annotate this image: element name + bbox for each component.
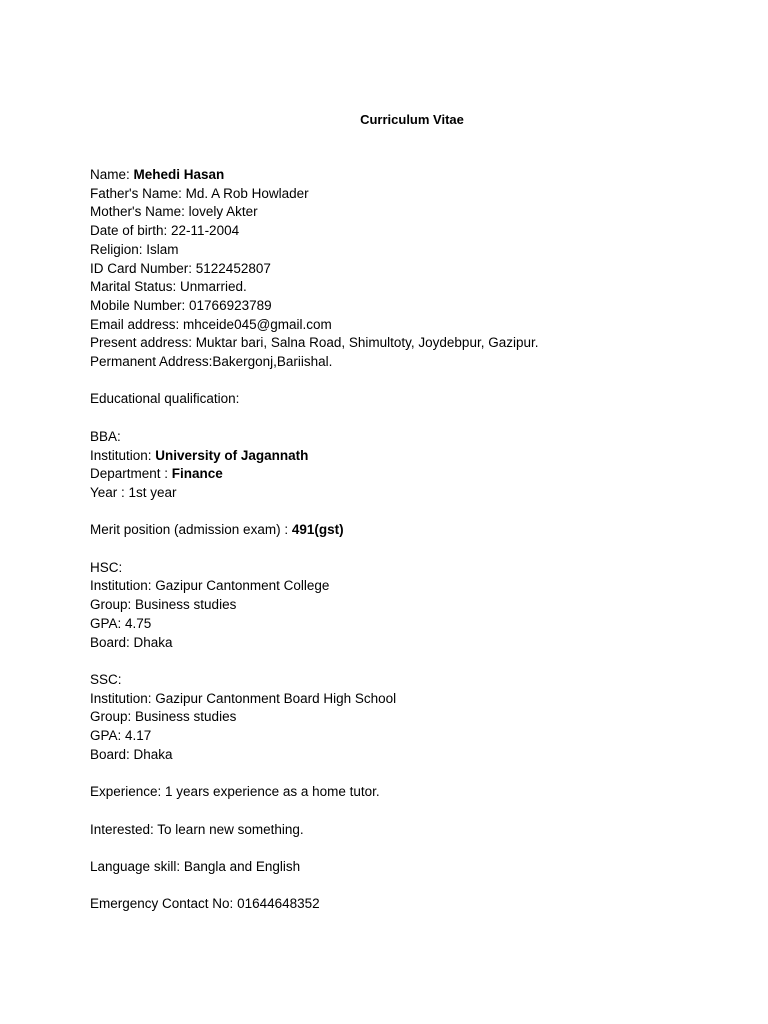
bba-department-label: Department : (90, 466, 172, 482)
mobile-number: Mobile Number: 01766923789 (90, 297, 272, 313)
hsc-heading: HSC: (90, 559, 123, 575)
spacer (90, 764, 730, 783)
document-title: Curriculum Vitae (360, 112, 464, 127)
ssc-gpa: GPA: 4.17 (90, 728, 152, 744)
present-address: Present address: Muktar bari, Salna Road, Shimultoty, Joydebpur, Gazipur. (90, 335, 539, 351)
ssc-board: Board: Dhaka (90, 746, 173, 762)
hsc-gpa: GPA: 4.75 (90, 615, 152, 631)
bba-heading: BBA: (90, 428, 121, 444)
date-of-birth: Date of birth: 22-11-2004 (90, 223, 240, 239)
id-card-number: ID Card Number: 5122452807 (90, 260, 271, 276)
permanent-address: Permanent Address:Bakergonj,Bariishal. (90, 354, 333, 370)
hsc-board: Board: Dhaka (90, 634, 173, 650)
ssc-group: Group: Business studies (90, 709, 237, 725)
spacer (90, 802, 730, 821)
spacer (90, 652, 730, 671)
experience: Experience: 1 years experience as a home tutor. (90, 784, 380, 800)
spacer (90, 540, 730, 559)
merit-label: Merit position (admission exam) : (90, 522, 292, 538)
interested: Interested: To learn new something. (90, 821, 304, 837)
bba-institution-label: Institution: (90, 447, 156, 463)
ssc-heading: SSC: (90, 671, 122, 687)
spacer (90, 839, 730, 858)
spacer (90, 877, 730, 896)
email-address: Email address: mhceide045@gmail.com (90, 316, 332, 332)
merit-position (90, 521, 730, 540)
cv-content (90, 166, 730, 914)
bba-institution (90, 447, 730, 466)
father-name: Father's Name: Md. A Rob Howlader (90, 185, 309, 201)
hsc-group: Group: Business studies (90, 597, 237, 613)
mother-name: Mother's Name: lovely Akter (90, 204, 258, 220)
bba-department-value: Finance (171, 466, 223, 482)
spacer (90, 372, 730, 391)
religion: Religion: Islam (90, 241, 179, 257)
name-value: Mehedi Hasan (133, 167, 225, 182)
name-label: Name: (90, 167, 134, 182)
hsc-institution: Institution: Gazipur Cantonment College (90, 578, 330, 594)
spacer (90, 503, 730, 522)
spacer (90, 409, 730, 428)
ssc-institution: Institution: Gazipur Cantonment Board High School (90, 690, 397, 706)
bba-year: Year : 1st year (90, 484, 177, 500)
marital-status: Marital Status: Unmarried. (90, 279, 247, 295)
name-line (90, 166, 730, 185)
language-skill: Language skill: Bangla and English (90, 858, 301, 874)
bba-institution-value: University of Jagannath (155, 447, 309, 463)
merit-value: 491(gst) (291, 522, 344, 538)
education-heading: Educational qualification: (90, 391, 240, 407)
emergency-contact: Emergency Contact No: 01644648352 (90, 896, 320, 912)
bba-department (90, 465, 730, 484)
